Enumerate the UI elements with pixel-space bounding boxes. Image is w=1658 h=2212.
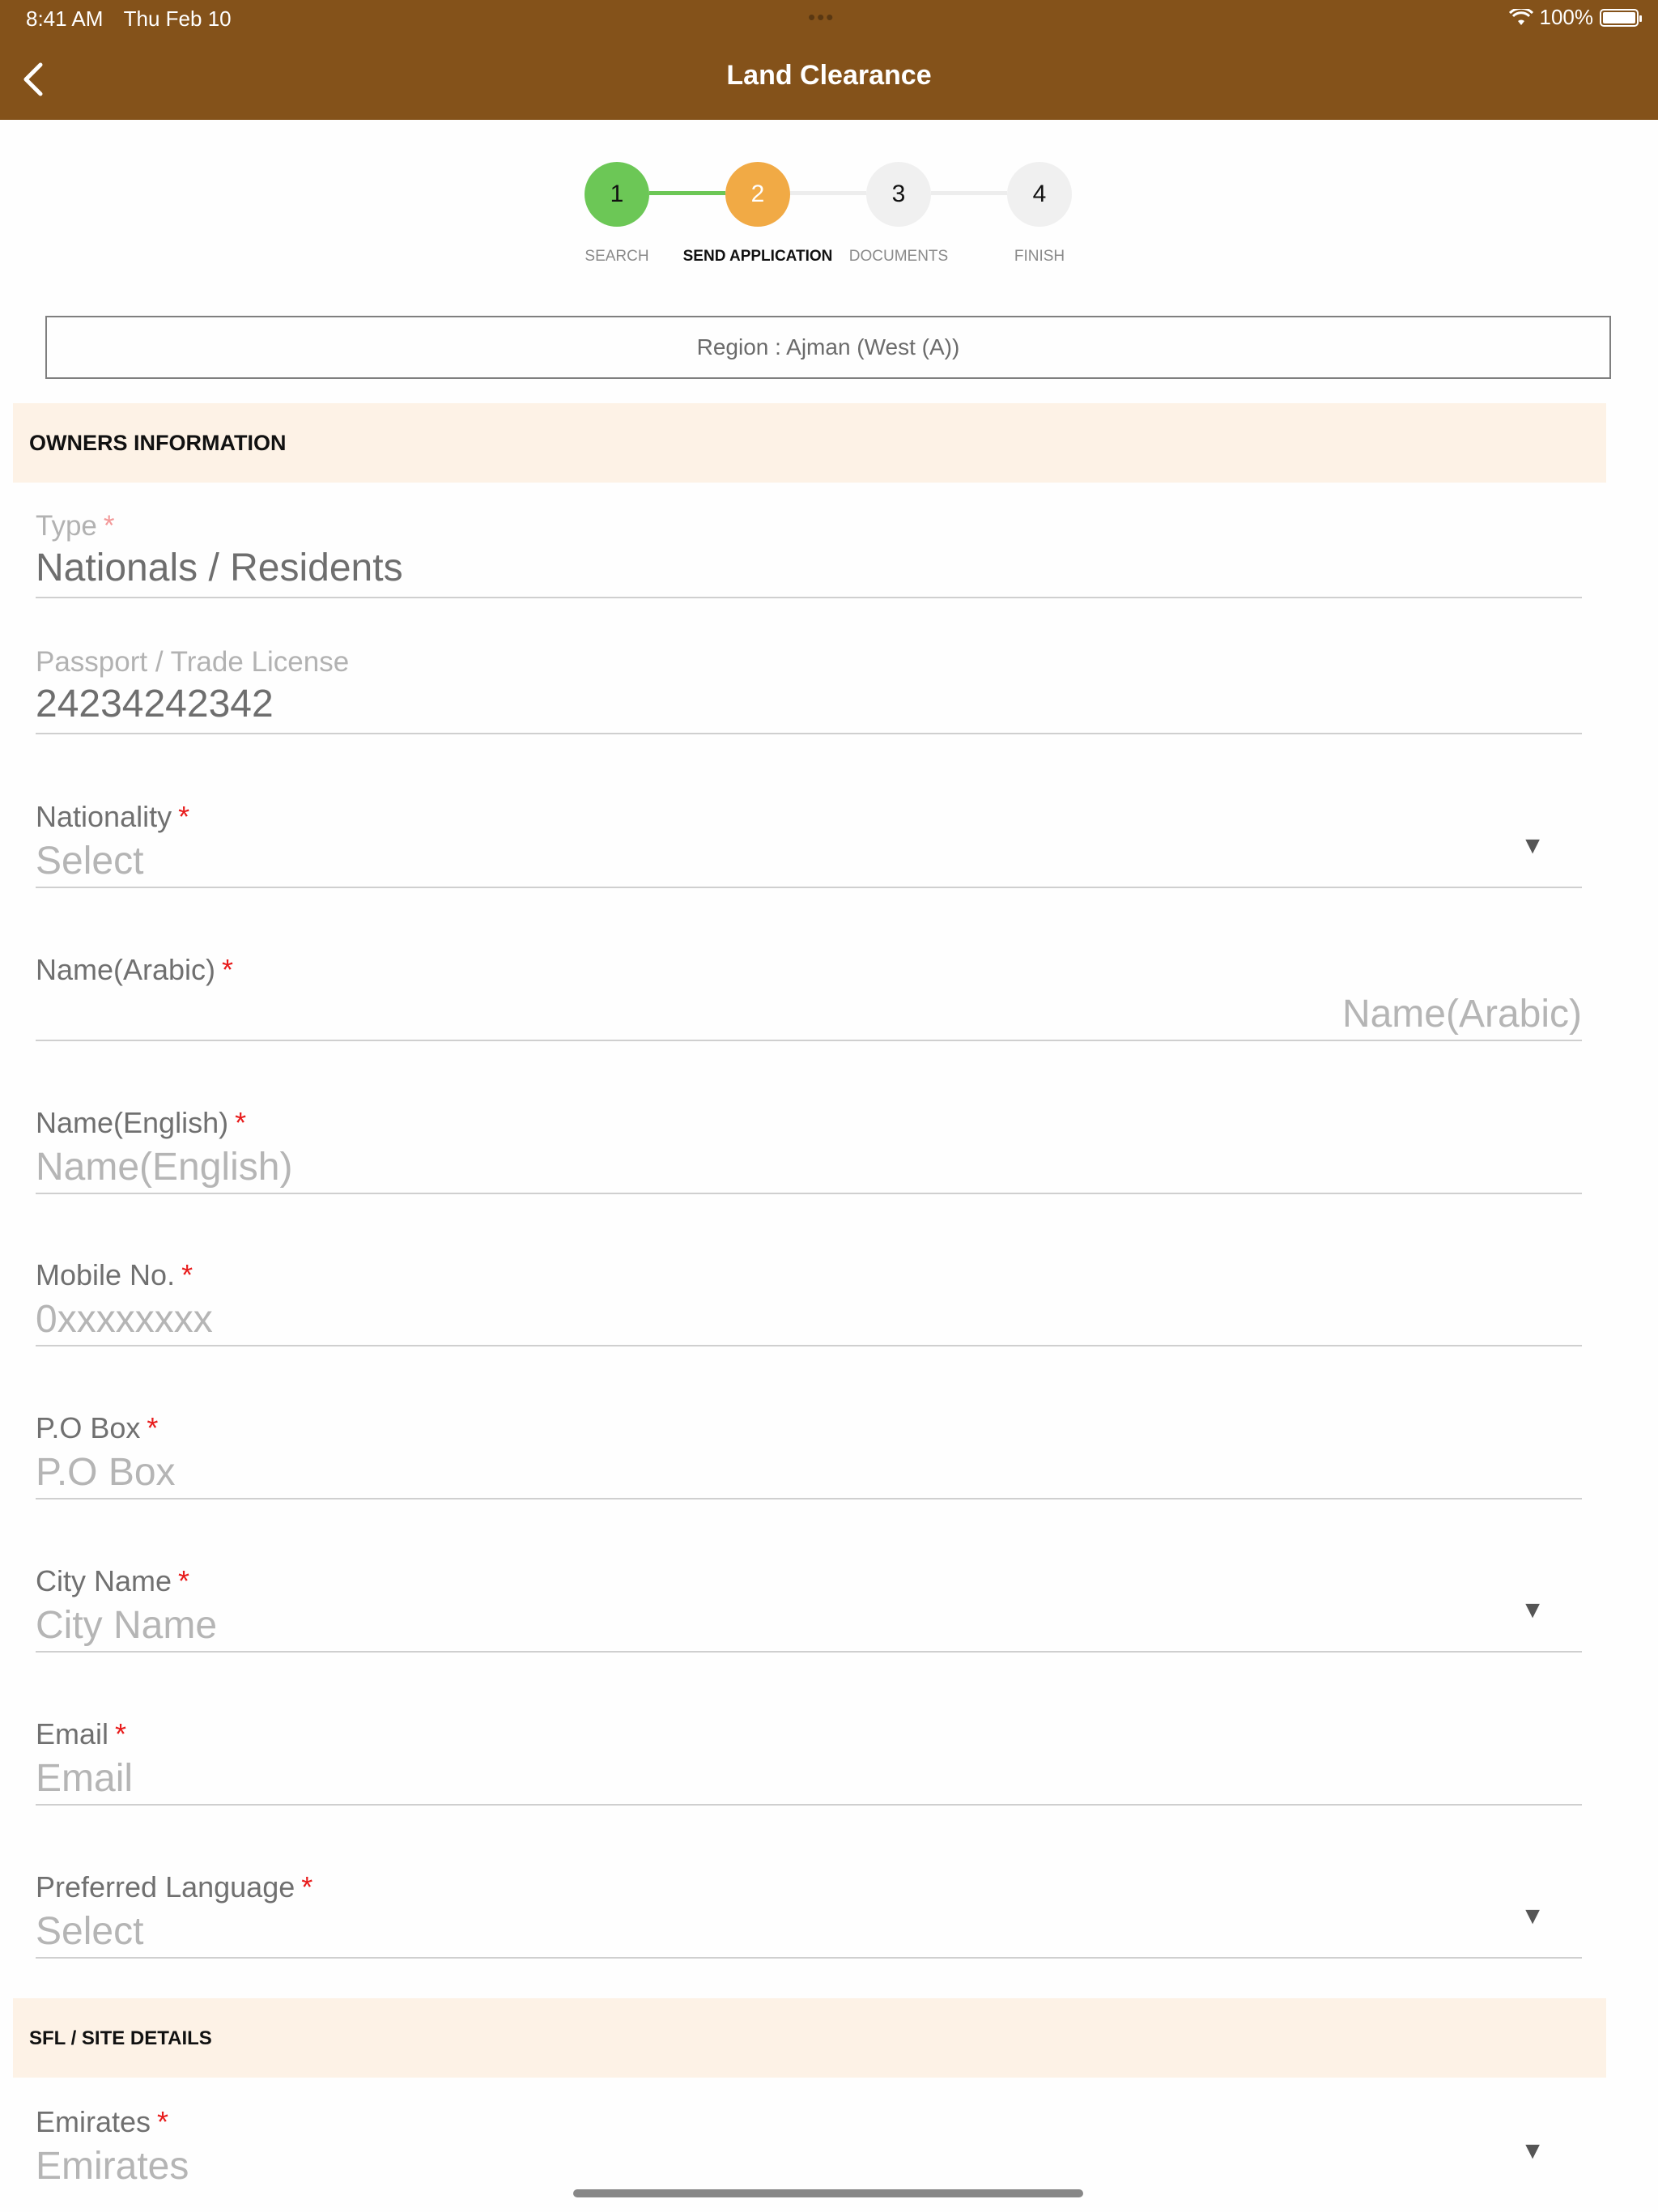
wifi-icon bbox=[1509, 9, 1533, 27]
po-box-placeholder: P.O Box bbox=[36, 1451, 176, 1494]
emirates-dropdown[interactable] bbox=[36, 2105, 1582, 2194]
required-mark: * bbox=[103, 510, 115, 542]
passport-value: 24234242342 bbox=[36, 683, 274, 725]
chevron-down-icon[interactable]: ▼ bbox=[1520, 2138, 1545, 2164]
field-underline bbox=[36, 1040, 1582, 1041]
field-underline bbox=[36, 1804, 1582, 1806]
email-input[interactable] bbox=[36, 1717, 1582, 1806]
field-label: City Name * bbox=[36, 1564, 190, 1597]
type-field[interactable] bbox=[36, 510, 1582, 599]
site-section-header bbox=[13, 1998, 1606, 2078]
field-underline bbox=[36, 1193, 1582, 1194]
field-label: P.O Box * bbox=[36, 1411, 159, 1444]
field-underline bbox=[36, 887, 1582, 888]
required-mark: * bbox=[235, 1106, 247, 1139]
field-label: Name(English) * bbox=[36, 1106, 247, 1139]
chevron-down-icon[interactable]: ▼ bbox=[1520, 1903, 1545, 1929]
emirates-placeholder: Emirates bbox=[36, 2145, 189, 2188]
status-date: Thu Feb 10 bbox=[123, 6, 232, 31]
step-2-label: SEND APPLICATION bbox=[682, 248, 833, 265]
required-mark: * bbox=[178, 800, 190, 833]
required-mark: * bbox=[178, 1564, 190, 1597]
nationality-dropdown[interactable] bbox=[36, 800, 1582, 889]
name-arabic-input[interactable] bbox=[36, 953, 1582, 1042]
field-underline bbox=[36, 1957, 1582, 1959]
stepper-connector bbox=[790, 191, 866, 195]
field-label: Email * bbox=[36, 1717, 127, 1750]
field-label: Type * bbox=[36, 510, 115, 542]
field-underline bbox=[36, 733, 1582, 734]
mobile-placeholder: 0xxxxxxxx bbox=[36, 1298, 213, 1341]
owners-section-header bbox=[13, 403, 1606, 483]
required-mark: * bbox=[301, 1870, 313, 1904]
step-1-circle[interactable]: 1 bbox=[585, 162, 649, 227]
city-dropdown[interactable] bbox=[36, 1564, 1582, 1653]
step-2-circle[interactable]: 2 bbox=[725, 162, 790, 227]
required-mark: * bbox=[222, 953, 234, 986]
required-mark: * bbox=[147, 1411, 159, 1444]
region-display: Region : Ajman (West (A)) bbox=[45, 316, 1611, 379]
battery-percent: 100% bbox=[1539, 5, 1593, 29]
language-placeholder: Select bbox=[36, 1910, 144, 1953]
status-indicators bbox=[1509, 5, 1639, 30]
step-1-label: SEARCH bbox=[585, 248, 649, 265]
language-dropdown[interactable] bbox=[36, 1870, 1582, 1959]
field-label: Nationality * bbox=[36, 800, 190, 833]
field-label: Preferred Language * bbox=[36, 1870, 313, 1904]
status-time bbox=[26, 6, 232, 32]
stepper-connector-done bbox=[649, 191, 725, 195]
chevron-down-icon[interactable]: ▼ bbox=[1520, 832, 1545, 859]
field-underline bbox=[36, 1651, 1582, 1653]
field-underline bbox=[36, 597, 1582, 598]
battery-icon bbox=[1600, 9, 1639, 27]
status-clock: 8:41 AM bbox=[26, 6, 104, 31]
field-underline bbox=[36, 1498, 1582, 1499]
field-label: Emirates * bbox=[36, 2105, 169, 2138]
section-title: SFL / SITE DETAILS bbox=[29, 2027, 212, 2049]
po-box-input[interactable] bbox=[36, 1411, 1582, 1500]
required-mark: * bbox=[157, 2105, 169, 2138]
field-label: Mobile No. * bbox=[36, 1258, 193, 1291]
field-label: Name(Arabic) * bbox=[36, 953, 234, 986]
home-indicator[interactable] bbox=[573, 2189, 1083, 2197]
name-english-input[interactable] bbox=[36, 1106, 1582, 1195]
section-title: OWNERS INFORMATION bbox=[29, 431, 287, 455]
multitask-dots-icon[interactable]: ••• bbox=[808, 5, 835, 29]
passport-field[interactable] bbox=[36, 646, 1582, 735]
page-title: Land Clearance bbox=[726, 60, 932, 91]
field-label: Passport / Trade License bbox=[36, 646, 350, 678]
city-placeholder: City Name bbox=[36, 1604, 218, 1647]
step-4-label: FINISH bbox=[1014, 248, 1065, 265]
required-mark: * bbox=[181, 1258, 193, 1291]
chevron-down-icon[interactable]: ▼ bbox=[1520, 1597, 1545, 1623]
stepper-connector bbox=[931, 191, 1007, 195]
step-3-label: DOCUMENTS bbox=[848, 248, 949, 265]
email-placeholder: Email bbox=[36, 1757, 134, 1800]
name-arabic-placeholder: Name(Arabic) bbox=[1341, 993, 1582, 1036]
name-english-placeholder: Name(English) bbox=[36, 1146, 293, 1189]
nationality-placeholder: Select bbox=[36, 840, 144, 883]
required-mark: * bbox=[115, 1717, 127, 1750]
step-3-circle[interactable]: 3 bbox=[866, 162, 931, 227]
field-underline bbox=[36, 1345, 1582, 1346]
type-value: Nationals / Residents bbox=[36, 547, 403, 589]
mobile-input[interactable] bbox=[36, 1258, 1582, 1347]
step-4-circle[interactable]: 4 bbox=[1007, 162, 1072, 227]
